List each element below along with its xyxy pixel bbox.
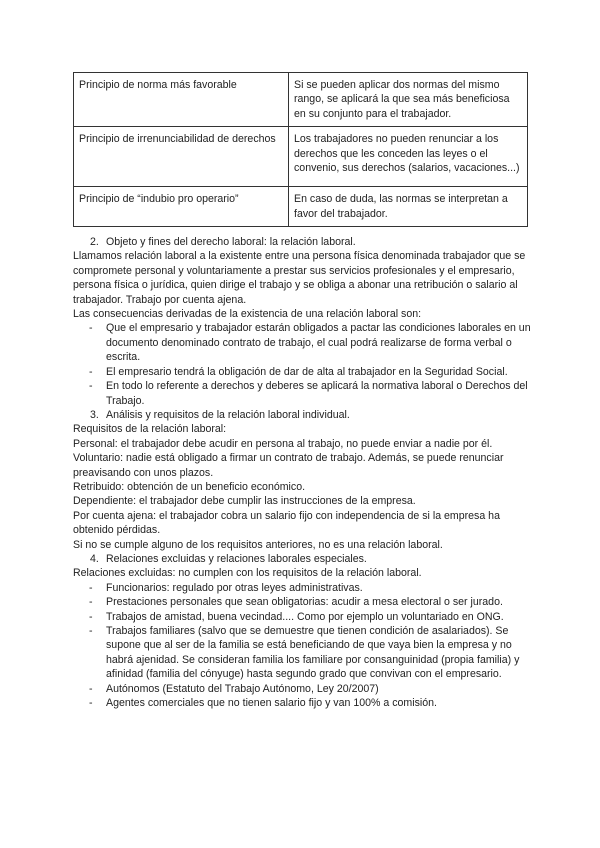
list-item: [73, 365, 531, 379]
dash-bullet: -: [89, 380, 93, 393]
list-item-text: Autónomos (Estatuto del Trabajo Autónomo, Ley 20/2007): [106, 682, 379, 695]
list-item-text: Trabajos de amistad, buena vecindad.... Como por ejemplo un voluntariado en ONG.: [106, 610, 504, 623]
section-2-intro: Las consecuencias derivadas de la existencia de una relación laboral son:: [73, 308, 422, 321]
list-item: [73, 321, 531, 364]
dash-bullet: -: [89, 682, 93, 695]
list-item-text: Trabajos familiares (salvo que se demuestre que tienen condición de asalariados). Se supone que al ser de la familia se está beneficiando de que vaya bien la empresa y no habrá ajenidad. Se consideran familia los familiare por consanguinidad (propia familia) y afinidad (familia del cónyuge) hasta segundo grado que convivan con el empresario.: [106, 625, 520, 681]
section-4-heading: [73, 552, 531, 566]
table-row: [74, 187, 528, 227]
principle-cell: Principio de irrenunciabilidad de derechos: [74, 127, 289, 187]
dash-bullet: -: [89, 581, 93, 594]
section-2-paragraph: Llamamos relación laboral a la existente entre una persona física denominada trabajador que se compromete personal y voluntariamente a prestar sus servicios profesionales y el empresario, persona física o jurídica, quien dirige el trabajo y se obliga a abonar una retribución o salario al trabajador. Trabajo por cuenta ajena.: [73, 250, 526, 306]
document-page: [73, 72, 531, 710]
section-title: Objeto y fines del derecho laboral: la relación laboral.: [106, 236, 356, 249]
dash-bullet: -: [89, 365, 93, 378]
requirement-voluntario: Voluntario: nadie está obligado a firmar un contrato de trabajo. Además, se puede renunciar preavisando con unos plazos.: [73, 452, 504, 479]
requirement-personal: Personal: el trabajador debe acudir en persona al trabajo, no puede enviar a nadie por él.: [73, 437, 493, 450]
table-row: [74, 73, 528, 127]
section-number: 3.: [90, 408, 99, 421]
dash-bullet: -: [89, 610, 93, 623]
list-item-text: El empresario tendrá la obligación de dar de alta al trabajador en la Seguridad Social.: [106, 365, 508, 378]
principles-table: [73, 72, 528, 227]
section-number: 4.: [90, 552, 99, 565]
list-item: [73, 624, 531, 682]
list-item-text: Que el empresario y trabajador estarán obligados a pactar las condiciones laborales en un documento denominado contrato de trabajo, el cual podrá realizarse de forma verbal o escrita.: [106, 322, 531, 364]
section-3-intro: Requisitos de la relación laboral:: [73, 423, 227, 436]
dash-bullet: -: [89, 322, 93, 335]
section-2-heading: [73, 235, 531, 249]
requirement-retribuido: Retribuido: obtención de un beneficio económico.: [73, 480, 306, 493]
principle-cell: Principio de “indubio pro operario”: [74, 187, 289, 227]
list-item: [73, 595, 531, 609]
description-cell: Los trabajadores no pueden renunciar a los derechos que les conceden las leyes o el convenio, sus derechos (salarios, vacaciones...): [289, 127, 528, 187]
section-4-list: [73, 581, 531, 711]
list-item: [73, 696, 531, 710]
principle-cell: Principio de norma más favorable: [74, 73, 289, 127]
dash-bullet: -: [89, 596, 93, 609]
list-item: [73, 682, 531, 696]
list-item: [73, 379, 531, 408]
dash-bullet: -: [89, 625, 93, 637]
section-4-intro: Relaciones excluidas: no cumplen con los requisitos de la relación laboral.: [73, 567, 422, 580]
list-item-text: Prestaciones personales que sean obligatorias: acudir a mesa electoral o ser jurado.: [106, 596, 503, 609]
description-cell: En caso de duda, las normas se interpretan a favor del trabajador.: [289, 187, 528, 227]
section-title: Análisis y requisitos de la relación laboral individual.: [106, 408, 350, 421]
requirement-cuenta-ajena: Por cuenta ajena: el trabajador cobra un salario fijo con independencia de si la empresa ha obtenido pérdidas.: [73, 509, 500, 537]
table-row: [74, 127, 528, 187]
dash-bullet: -: [89, 697, 93, 710]
list-item-text: Funcionarios: regulado por otras leyes administrativas.: [106, 581, 363, 594]
requirement-conclusion: Si no se cumple alguno de los requisitos anteriores, no es una relación laboral.: [73, 538, 443, 551]
description-cell: Si se pueden aplicar dos normas del mismo rango, se aplicará la que sea más beneficiosa en su conjunto para el trabajador.: [289, 73, 528, 127]
list-item-text: En todo lo referente a derechos y deberes se aplicará la normativa laboral o Derechos del Trabajo.: [106, 380, 528, 407]
list-item: [73, 610, 531, 624]
section-number: 2.: [90, 236, 99, 249]
requirement-dependiente: Dependiente: el trabajador debe cumplir las instrucciones de la empresa.: [73, 495, 416, 508]
section-3-heading: [73, 408, 531, 422]
list-item-text: Agentes comerciales que no tienen salario fijo y van 100% a comisión.: [106, 697, 437, 710]
section-title: Relaciones excluidas y relaciones laborales especiales.: [106, 552, 367, 565]
section-2-list: [73, 321, 531, 407]
list-item: [73, 581, 531, 595]
